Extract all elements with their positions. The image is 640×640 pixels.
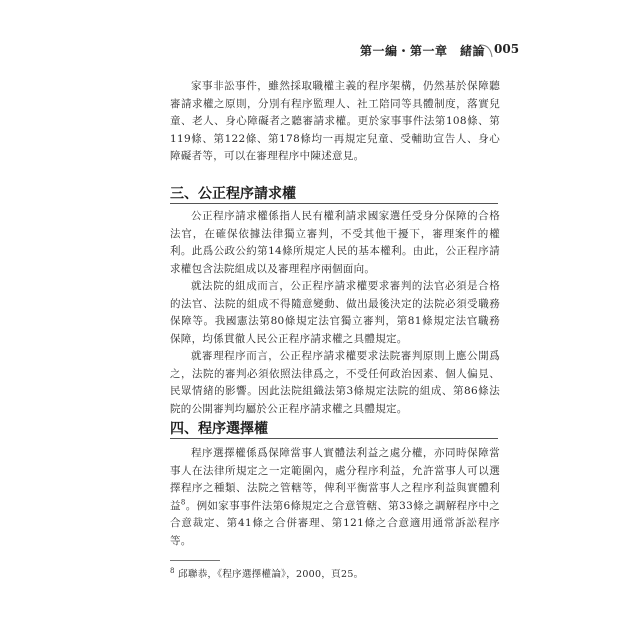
section-4-text-b: 。例如家事事件法第6條規定之合意管轄、第33條之調解程序中之合意裁定、第41條之合併審理、第121條之合意適用通常訴訟程序等。 (170, 499, 500, 547)
running-title: 第一編・第一章 緒論 (359, 44, 485, 58)
footnote-text: 邱聯恭，《程序選擇權論》，2000，頁25。 (178, 569, 364, 580)
page-number: 005 (494, 42, 520, 56)
running-header (0, 40, 640, 64)
section-4-text-a: 程序選擇權係爲保障當事人實體法利益之處分權，亦同時保障當事人在法律所規定之一定範圍內，處分程序利益，允許當事人可以選擇程序之種類、法院之管轄等，俾利平衡當事人之程序利益與實體利益 (170, 447, 500, 512)
intro-paragraph: 家事非訟事件，雖然採取職權主義的程序架構，仍然基於保障聽審請求權之原則，分別有程序監理人、社工陪同等具體制度，落實兒童、老人、身心障礙者之聽審請求權。更於家事事件法第108條、第119條、第122條、第178條均一再規定兒童、受輔助宣告人、身心障礙者等，可以在審理程序中陳述意見。 (170, 80, 500, 162)
footnote-number: 8 (170, 566, 175, 575)
footnote-reference: 8 (180, 498, 186, 506)
section-4-rule (170, 438, 498, 439)
section-3-heading: 三、公正程序請求權 (170, 186, 296, 202)
section-3-paragraph-2: 就法院的組成而言，公正程序請求權要求審判的法官必須是合格的法官、法院的組成不得隨意變動、做出最後決定的法院必須受職務保障等。我國憲法第80條規定法官獨立審判，第81條規定法官職務保障，均係貫徹人民公正程序請求權之具體規定。 (170, 280, 500, 345)
footnote (170, 568, 500, 582)
section-3-rule (170, 203, 498, 204)
section-3-paragraph-1: 公正程序請求權係指人民有權利請求國家選任受身分保障的合格法官，在確保依據法律獨立審判，不受其他干擾下，審理案件的權利。此爲公政公約第14條所規定人民的基本權利。由此，公正程序請求權包含法院組成以及審理程序兩個面向。 (170, 210, 500, 275)
footnote-divider (170, 560, 220, 561)
section-4-heading: 四、程序選擇權 (170, 421, 268, 437)
section-4-paragraph-1 (170, 445, 500, 550)
section-3-paragraph-3: 就審理程序而言，公正程序請求權要求法院審判原則上應公開爲之，法院的審判必須依照法律爲之，不受任何政治因素、個人偏見、民眾情緒的影響。因此法院組織法第3條規定法院的組成、第86條法院的公開審判均屬於公正程序請求權之具體規定。 (170, 350, 500, 415)
